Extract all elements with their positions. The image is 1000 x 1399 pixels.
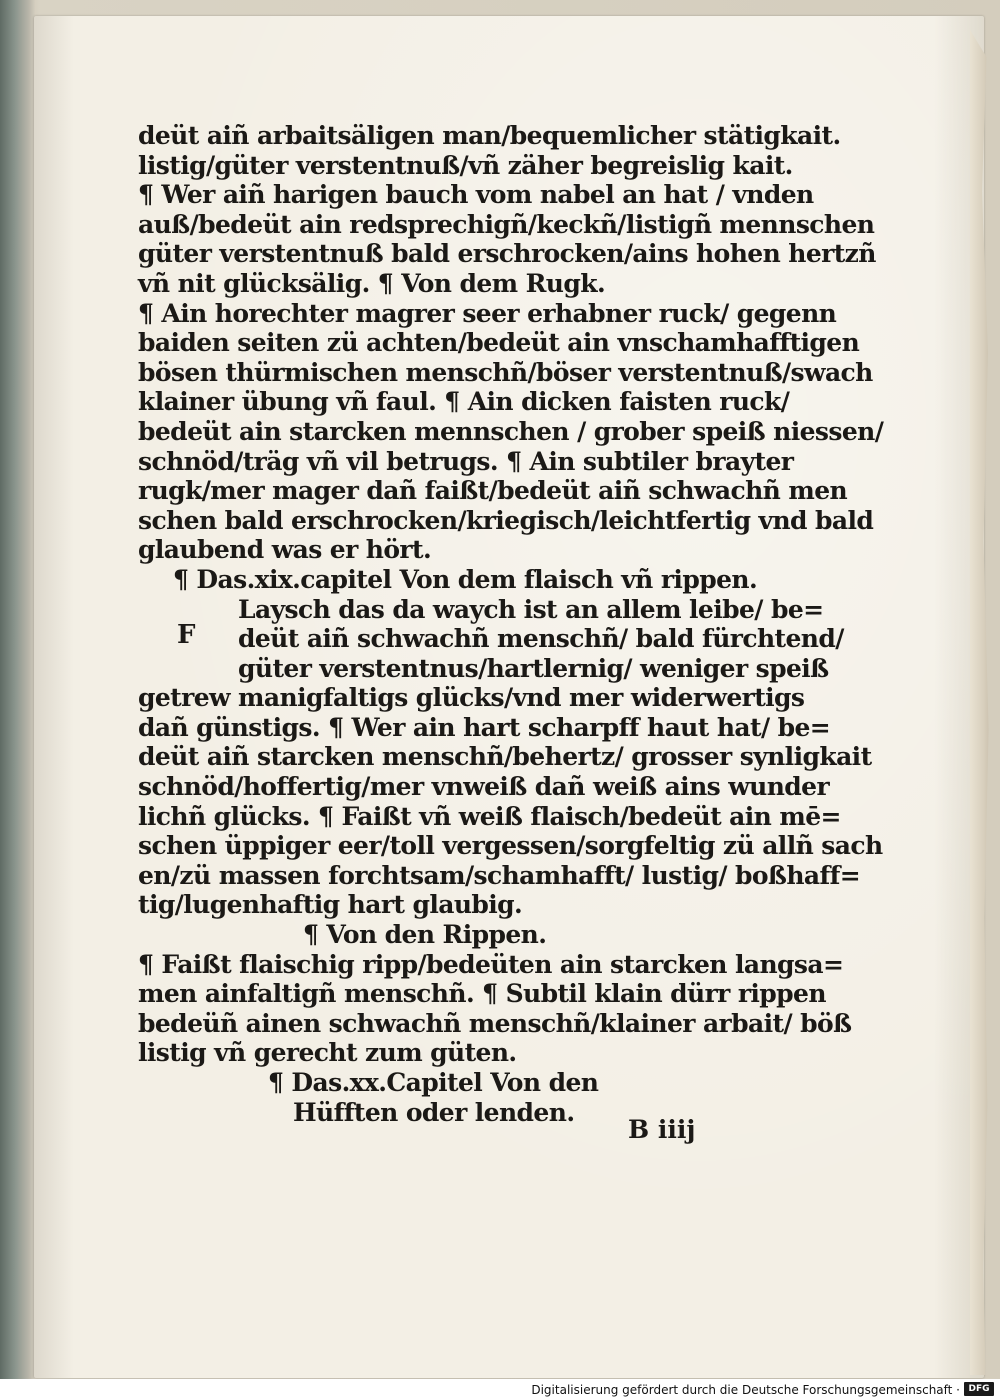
text-line-29: ¶ Faißt flaischig ripp/bedeüten ain starcken langsa= (138, 949, 844, 979)
section-heading-rippen: ¶ Von den Rippen. (303, 920, 547, 950)
book-binding (0, 0, 36, 1379)
text-line-9: bösen thürmischen menschñ/böser verstentnuß/swach (138, 357, 873, 387)
text-line-26: en/zü massen forchtsam/schamhafft/ lustig/ boßhaff= (138, 860, 861, 890)
text-line-23: schnöd/hoffertig/mer vnweiß dañ weiß ains wunder (138, 772, 830, 802)
text-line-21: dañ günstigs. ¶ Wer ain hart scharpff haut hat/ be= (138, 712, 831, 742)
text-line-20: getrew manigfaltigs glücks/vnd mer widerwertigs (138, 683, 805, 713)
text-line-13: rugk/mer mager dañ faißt/bedeüt aiñ schwachñ men (138, 476, 848, 506)
text-line-32: listig vñ gerecht zum güten. (138, 1038, 517, 1068)
text-line-19: güter verstentnus/hartlernig/ weniger speiß (238, 653, 829, 683)
text-line-15: glaubend was er hört. (138, 535, 432, 565)
text-line-4: auß/bedeüt ain redsprechigñ/keckñ/listigñ mennschen (138, 209, 875, 239)
text-line-31: bedeüñ ainen schwachñ menschñ/klainer arbait/ böß (138, 1008, 852, 1038)
text-block (138, 121, 884, 1127)
text-line-1: deüt aiñ arbaitsäligen man/bequemlicher stätigkait. (138, 121, 841, 150)
text-line-5: güter verstentnuß bald erschrocken/ains hohen hertzñ (138, 239, 876, 269)
chapter-heading-xx-cont: Hüfften oder lenden. (293, 1097, 575, 1127)
text-line-12: schnöd/träg vñ vil betrugs. ¶ Ain subtiler brayter (138, 446, 794, 476)
text-line-2: listig/güter verstentnuß/vñ zäher begreislig kait. (138, 150, 793, 180)
text-line-30: men ainfaltigñ menschñ. ¶ Subtil klain dürr rippen (138, 979, 826, 1009)
text-line-14: schen bald erschrocken/kriegisch/leichtfertig vnd bald (138, 505, 874, 535)
text-line-3: ¶ Wer aiñ harigen bauch vom nabel an hat / vnden (138, 180, 814, 210)
text-line-8: baiden seiten zü achten/bedeüt ain vnschamhafftigen (138, 328, 860, 358)
chapter-heading-xx: ¶ Das.xx.Capitel Von den (268, 1068, 599, 1097)
text-line-11: bedeüt ain starcken mennschen / grober speiß niessen/ (138, 416, 884, 446)
text-line-22: deüt aiñ starcken menschñ/behertz/ grosser synligkait (138, 742, 872, 772)
chapter-heading-xix: ¶ Das.xix.capitel Von dem flaisch vñ rippen. (173, 564, 758, 594)
text-line-24: lichñ glücks. ¶ Faißt vñ weiß flaisch/bedeüt ain mē= (138, 801, 841, 831)
signature-mark: B iiij (628, 1115, 696, 1144)
text-line-27: tig/lugenhaftig hart glaubig. (138, 890, 523, 920)
dfg-logo-icon: DFG (964, 1382, 994, 1396)
text-line-7: ¶ Ain horechter magrer seer erhabner ruck/ gegenn (138, 298, 837, 328)
text-line-18: deüt aiñ schwachñ menschñ/ bald fürchtend/ (238, 624, 844, 654)
text-line-6: vñ nit glücksälig. ¶ Von dem Rugk. (138, 268, 606, 298)
text-line-10: klainer übung vñ faul. ¶ Ain dicken faisten ruck/ (138, 387, 790, 417)
text-line-17: Laysch das da waych ist an allem leibe/ be= (238, 594, 824, 624)
text-line-25: schen üppiger eer/toll vergessen/sorgfeltig zü allñ sach (138, 831, 883, 861)
footer-credit: Digitalisierung gefördert durch die Deutsche Forschungsgemeinschaft · (531, 1383, 960, 1397)
drop-cap-initial: F (177, 620, 196, 650)
